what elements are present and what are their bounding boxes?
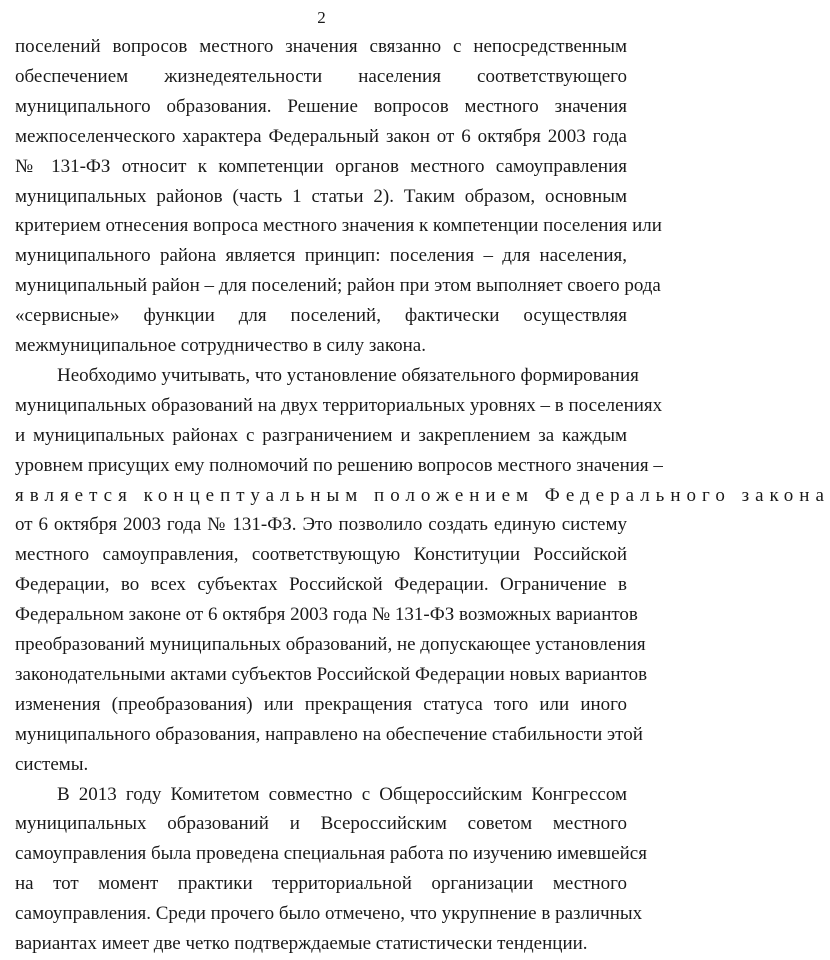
text-line: поселений вопросов местного значения связанно с непосредственным	[15, 36, 627, 57]
text-line: самоуправления. Среди прочего было отмечено, что укрупнение в различных	[15, 903, 643, 925]
text-line: законодательными актами субъектов Российской Федерации новых вариантов	[15, 663, 648, 685]
text-line: муниципального района является принцип: поселения – для населения,	[15, 245, 627, 267]
text-line: самоуправления была проведена специальная работа по изучению имевшейся	[15, 843, 647, 865]
page-number: 2	[317, 8, 326, 27]
text-line: муниципальных образований на двух территориальных уровнях – в поселениях	[15, 394, 663, 416]
text-line: муниципальный район – для поселений; район при этом выполняет своего рода	[15, 275, 661, 297]
text-line: на тот момент практики территориальной организации местного	[15, 873, 627, 895]
text-line: муниципальных образований и Всероссийским советом местного	[15, 813, 627, 835]
text-line: вариантах имеет две четко подтверждаемые статистически тенденции.	[15, 933, 588, 954]
text-line: местного самоуправления, соответствующую Конституции Российской	[15, 544, 627, 566]
text-line: муниципального образования. Решение вопросов местного значения	[15, 95, 627, 117]
paragraph-first-line: Необходимо учитывать, что установление обязательного формирования	[57, 364, 639, 386]
text-line: преобразований муниципальных образований, не допускающее установления	[15, 634, 646, 655]
text-line: межмуниципальное сотрудничество в силу закона.	[15, 335, 426, 356]
text-line: № 131-ФЗ относит к компетенции органов местного самоуправления	[15, 155, 627, 177]
text-line: критерием отнесения вопроса местного значения к компетенции поселения или	[15, 215, 662, 237]
text-line: Федеральном законе от 6 октября 2003 года № 131-ФЗ возможных вариантов	[15, 604, 638, 626]
text-line: обеспечением жизнедеятельности населения соответствующего	[15, 65, 627, 87]
text-line: от 6 октября 2003 года № 131-ФЗ. Это позволило создать единую систему	[15, 514, 627, 536]
text-line: межпоселенческого характера Федеральный закон от 6 октября 2003 года	[15, 125, 627, 147]
text-line: и муниципальных районах с разграничением и закреплением за каждым	[15, 424, 627, 446]
paragraph-first-line: В 2013 году Комитетом совместно с Общероссийским Конгрессом	[57, 783, 627, 805]
text-line: Федерации, во всех субъектах Российской Федерации. Ограничение в	[15, 574, 627, 596]
text-line: муниципального образования, направлено на обеспечение стабильности этой	[15, 723, 643, 745]
text-line: изменения (преобразования) или прекращения статуса того или иного	[15, 693, 627, 715]
text-line: уровнем присущих ему полномочий по решению вопросов местного значения –	[15, 454, 663, 476]
text-line: «сервисные» функции для поселений, фактически осуществляя	[15, 305, 627, 327]
text-line: муниципальных районов (часть 1 статьи 2). Таким образом, основным	[15, 185, 627, 207]
text-line: является концептуальным положением Федерального закона	[15, 484, 830, 506]
text-line: системы.	[15, 753, 89, 775]
